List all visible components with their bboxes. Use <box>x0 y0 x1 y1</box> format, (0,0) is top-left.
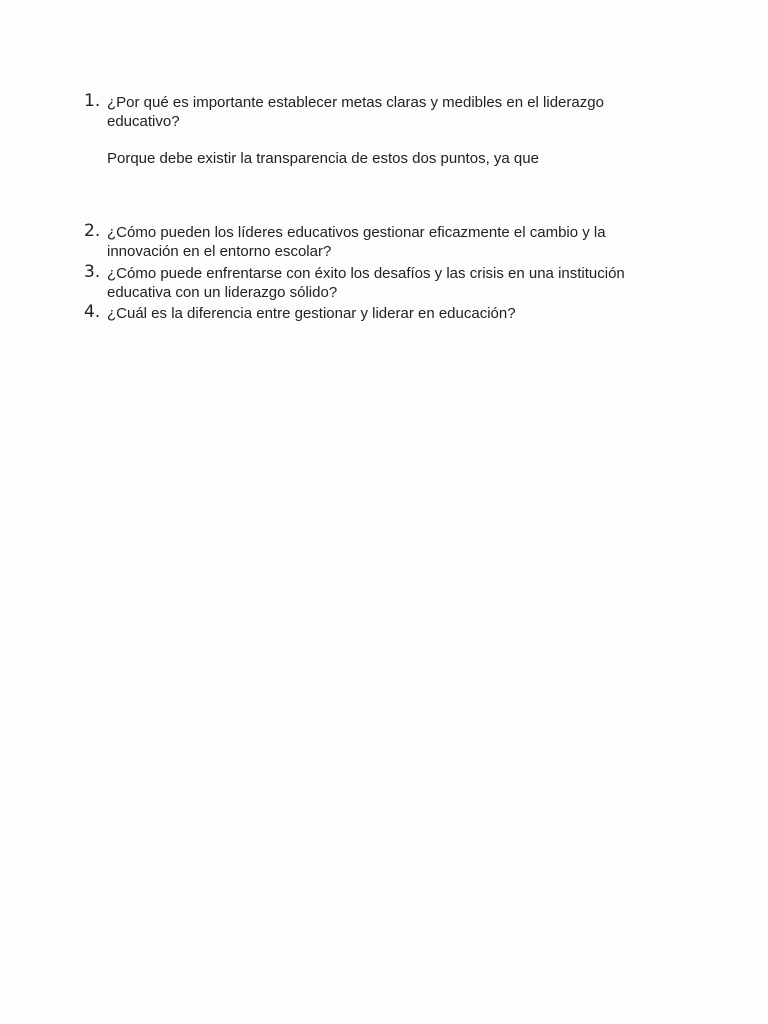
question-list <box>84 92 664 323</box>
question-item-1 <box>84 92 664 168</box>
question-body <box>107 222 664 261</box>
question-number: 4. <box>84 302 101 322</box>
question-text: ¿Cómo pueden los líderes educativos gestionar eficazmente el cambio y la innovación en el entorno escolar? <box>107 224 606 260</box>
question-item-3 <box>84 263 664 302</box>
question-item-2 <box>84 222 664 261</box>
question-body <box>107 92 664 168</box>
question-number: 2. <box>84 221 101 241</box>
question-number: 3. <box>84 262 101 282</box>
question-body <box>107 303 664 323</box>
answer-text: Porque debe existir la transparencia de estos dos puntos, ya que <box>107 150 539 167</box>
question-body <box>107 263 664 302</box>
question-text: ¿Cómo puede enfrentarse con éxito los desafíos y las crisis en una institución educativa con un liderazgo sólido? <box>107 265 625 301</box>
question-item-4 <box>84 303 664 323</box>
question-number: 1. <box>84 91 101 111</box>
question-text: ¿Cuál es la diferencia entre gestionar y liderar en educación? <box>107 305 516 322</box>
question-text: ¿Por qué es importante establecer metas claras y medibles en el liderazgo educativo? <box>107 94 604 130</box>
